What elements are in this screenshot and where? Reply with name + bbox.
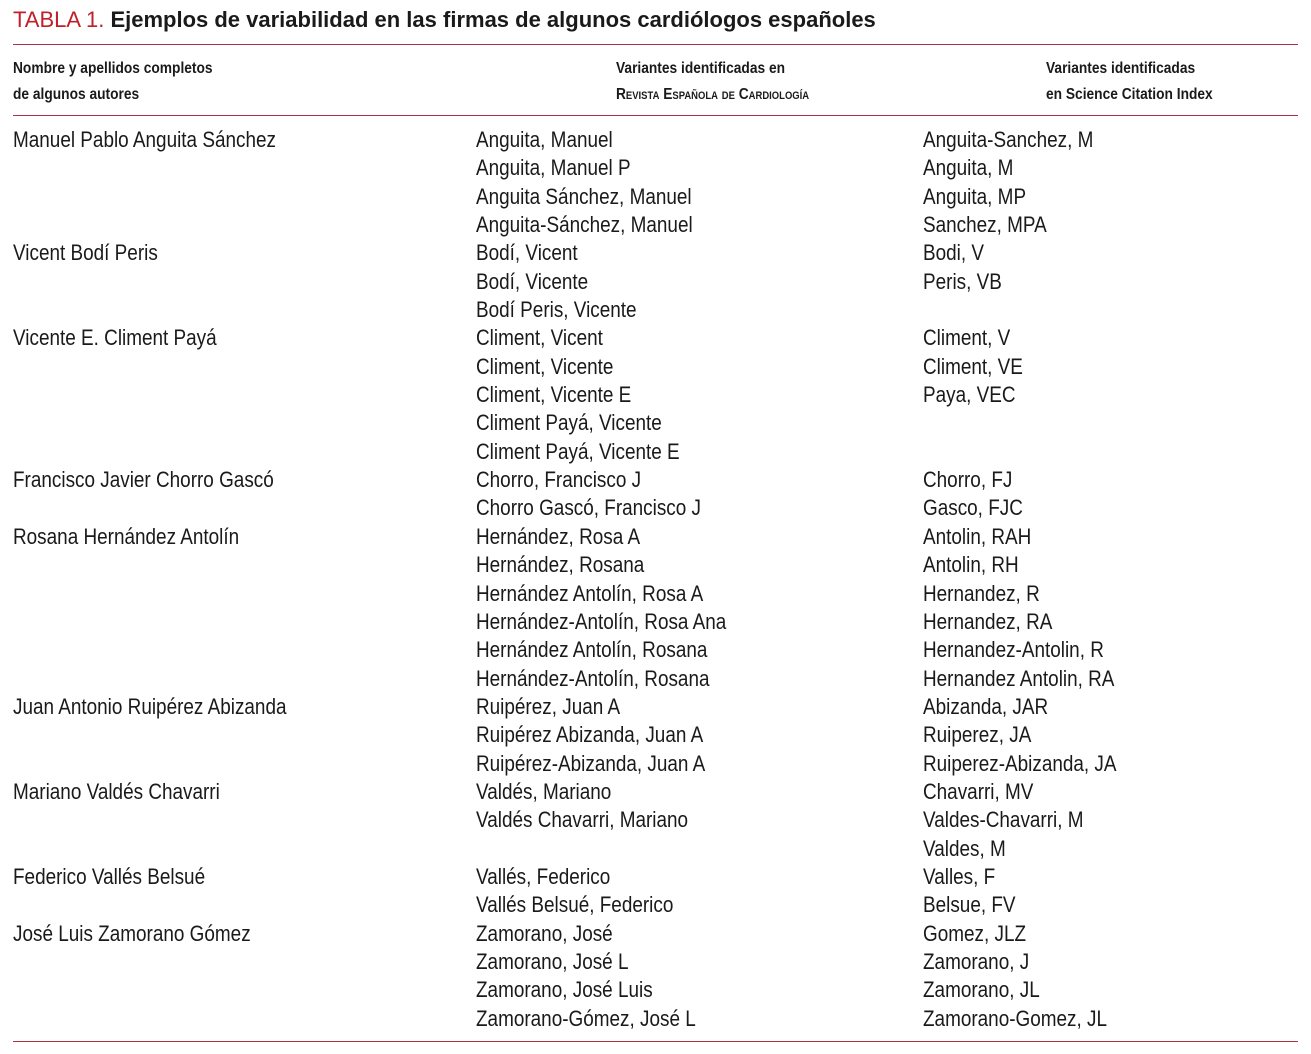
author-name [13,211,286,239]
sci-variant: Belsue, FV [923,892,1016,918]
sci-variant: Anguita-Sanchez, M [923,127,1094,152]
sci-variant: Gomez, JLZ [923,920,1027,946]
sci-variant: Anguita, MP [923,183,1027,209]
bottom-rule [13,1041,1298,1042]
rec-variant: Hernández-Antolín, Rosa Ana [476,608,727,634]
author-name [13,183,286,211]
header-line: Nombre y apellidos completos [13,60,213,77]
rec-variant: Zamorano-Gómez, José L [476,1005,696,1031]
author-name: Federico Vallés Belsué [13,863,206,889]
rec-variant: Anguita-Sánchez, Manuel [476,212,693,238]
author-name [13,268,286,296]
sci-variant: Zamorano, JL [923,977,1040,1003]
rec-variant: Hernández Antolín, Rosa A [476,580,704,606]
sci-variant: Gasco, FJC [923,495,1023,521]
author-name: Vicente E. Climent Payá [13,325,217,351]
rec-variant: Hernández, Rosana [476,552,645,578]
column-authors [13,126,286,1033]
rec-variant: Anguita, Manuel P [476,155,631,181]
author-name [13,296,286,324]
rec-variant: Valdés Chavarri, Mariano [476,807,689,833]
rec-variant: Hernández-Antolín, Rosana [476,665,710,691]
author-name: Mariano Valdés Chavarri [13,778,220,804]
column-sci-variants [923,126,1117,1033]
author-name [13,353,286,381]
rec-variant: Anguita Sánchez, Manuel [476,183,692,209]
author-name [13,948,286,976]
author-name [13,750,286,778]
sci-variant: Climent, V [923,325,1011,351]
rec-variant: Hernández Antolín, Rosana [476,637,708,663]
sci-variant: Antolin, RH [923,552,1019,578]
sci-variant: Zamorano-Gomez, JL [923,1005,1108,1031]
sci-variant: Chavarri, MV [923,778,1034,804]
sci-variant: Bodi, V [923,240,985,266]
table-title [13,5,876,35]
author-name [13,494,286,522]
rec-variant: Climent, Vicente E [476,382,632,408]
header-line: de algunos autores [13,86,140,103]
author-name [13,1005,286,1033]
rec-variant: Bodí Peris, Vicente [476,297,637,323]
author-name: Francisco Javier Chorro Gascó [13,467,274,493]
sci-variant: Chorro, FJ [923,467,1013,493]
sci-variant: Anguita, M [923,155,1014,181]
author-name: Rosana Hernández Antolín [13,523,240,549]
rec-variant: Bodí, Vicent [476,240,578,266]
sci-variant: Zamorano, J [923,948,1030,974]
author-name: Juan Antonio Ruipérez Abizanda [13,693,287,719]
sci-variant: Hernandez Antolin, RA [923,665,1115,691]
rec-variant: Hernández, Rosa A [476,523,641,549]
rec-variant [476,835,726,863]
rec-variant: Bodí, Vicente [476,268,589,294]
sci-variant: Valles, F [923,863,996,889]
rec-variant: Chorro Gascó, Francisco J [476,495,702,521]
rec-variant: Zamorano, José L [476,948,629,974]
rec-variant: Ruipérez Abizanda, Juan A [476,722,704,748]
rec-variant: Climent Payá, Vicente [476,410,662,436]
sci-variant [923,409,1117,437]
author-name [13,891,286,919]
rec-variant: Climent, Vicente [476,353,614,379]
rec-variant: Anguita, Manuel [476,127,613,152]
rec-variant: Zamorano, José [476,920,613,946]
author-name [13,154,286,182]
sci-variant: Valdes-Chavarri, M [923,807,1084,833]
author-name [13,835,286,863]
author-name [13,608,286,636]
table-label: TABLA 1. [13,7,105,32]
header-col-authors [13,56,213,108]
sci-variant: Climent, VE [923,353,1023,379]
sci-variant: Valdes, M [923,835,1006,861]
sci-variant: Ruiperez, JA [923,722,1032,748]
author-name [13,580,286,608]
header-rule [13,115,1298,116]
author-name [13,438,286,466]
rec-variant: Zamorano, José Luis [476,977,653,1003]
sci-variant [923,438,1117,466]
author-name [13,976,286,1004]
sci-variant: Hernandez-Antolin, R [923,637,1104,663]
sci-variant: Ruiperez-Abizanda, JA [923,750,1117,776]
author-name [13,551,286,579]
rec-variant: Ruipérez, Juan A [476,693,621,719]
sci-variant: Sanchez, MPA [923,212,1047,238]
sci-variant: Hernandez, RA [923,608,1053,634]
sci-variant [923,296,1117,324]
sci-variant: Paya, VEC [923,382,1016,408]
sci-variant: Abizanda, JAR [923,693,1049,719]
author-name [13,381,286,409]
rec-variant: Vallés, Federico [476,863,611,889]
column-rec-variants [476,126,726,1033]
author-name [13,665,286,693]
rec-variant: Climent Payá, Vicente E [476,438,680,464]
rec-variant: Chorro, Francisco J [476,467,642,493]
author-name: Vicent Bodí Peris [13,240,158,266]
top-rule [13,44,1298,45]
rec-variant: Vallés Belsué, Federico [476,892,674,918]
rec-variant: Climent, Vicent [476,325,603,351]
author-name [13,636,286,664]
rec-variant: Ruipérez-Abizanda, Juan A [476,750,706,776]
sci-variant: Peris, VB [923,268,1002,294]
author-name: Manuel Pablo Anguita Sánchez [13,127,276,152]
table-caption: Ejemplos de variabilidad en las firmas de algunos cardiólogos españoles [110,7,876,32]
author-name [13,721,286,749]
author-name: José Luis Zamorano Gómez [13,920,251,946]
sci-variant: Antolin, RAH [923,523,1032,549]
sci-variant: Hernandez, R [923,580,1040,606]
author-name [13,806,286,834]
rec-variant: Valdés, Mariano [476,778,612,804]
author-name [13,409,286,437]
